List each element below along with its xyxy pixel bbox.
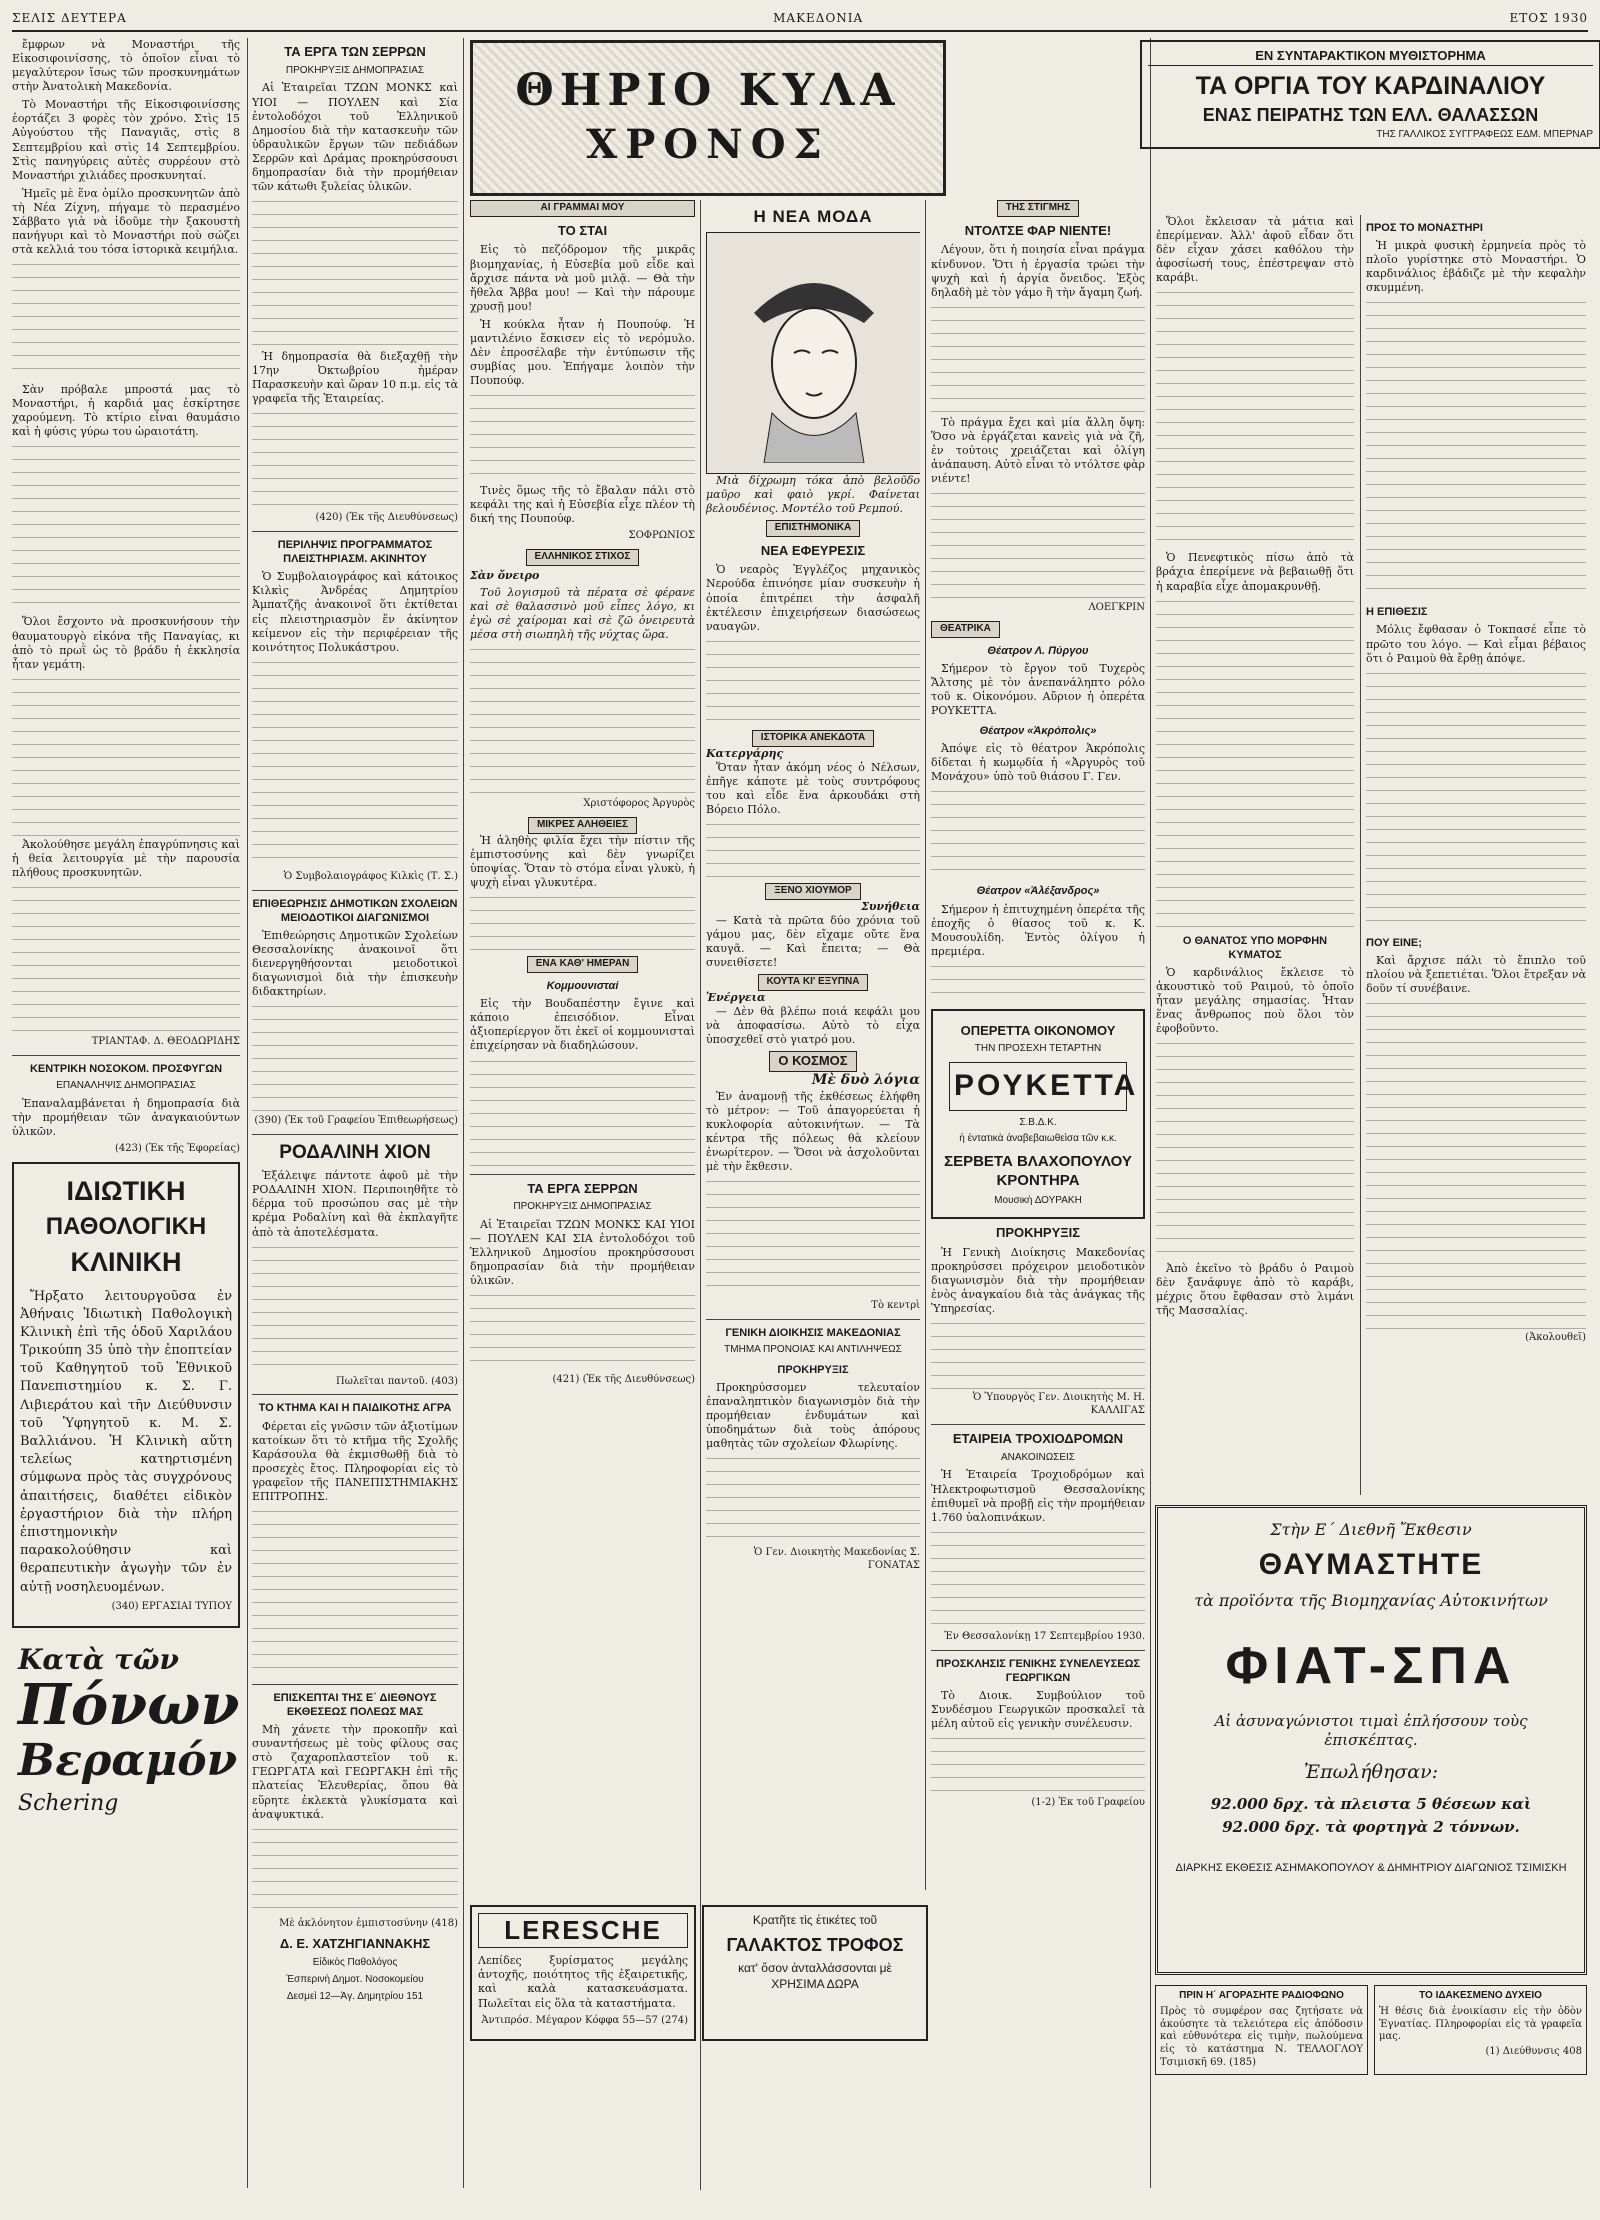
notice-text: Μὴ χάνετε τὴν προκοπῆν καὶ συναντήσεως μὲ τοὺς φίλους σας στὸ ζαχαροπλαστεῖον τοῦ κ. ΓΕΩΡΓΑΤΑ καὶ ΓΕΩΡΓΑΚΗ ἐπὶ τῆς πλατείας Ἐλευθερίας, ὅπου θὰ εὕρητε ἐκλεκτὰ γλυκίσματα καὶ ἀναψυκτικά. bbox=[252, 1723, 458, 1821]
veramon-line-2: Πόνων bbox=[18, 1672, 240, 1739]
divider bbox=[706, 1319, 920, 1320]
text-lines bbox=[12, 676, 240, 836]
section-header: ΕΝΑ ΚΑΘ' ΗΜΕΡΑΝ bbox=[527, 956, 639, 973]
section-header: ΞΕΝΟ ΧΙΟΥΜΟΡ bbox=[765, 883, 860, 900]
article-signature: ΤΡΙΑΝΤΑΦ. Δ. ΘΕΟΔΩΡΙΔΗΣ bbox=[91, 1036, 240, 1048]
notice-reference: Ὁ Συμβολαιογράφος Κιλκὶς (Τ. Σ.) bbox=[283, 870, 458, 882]
section-header: ΑΙ ΓΡΑΜΜΑΙ ΜΟΥ bbox=[470, 200, 695, 217]
text-lines bbox=[931, 304, 1145, 414]
divider bbox=[12, 1055, 240, 1056]
clinic-title-1: ΙΔΙΩΤΙΚΗ bbox=[66, 1175, 186, 1206]
year-label: ΕΤΟΣ 1930 bbox=[1509, 11, 1588, 26]
text-lines bbox=[252, 198, 458, 348]
text-lines bbox=[706, 1455, 920, 1545]
theatre-text: Σήμερον ἡ ἐπιτυχημένη ὀπερέτα τῆς ἐποχῆς ὁ θίασος τοῦ κ. Κ. Μουσουλίδη. Ἐντὸς ὀλίγου ἡ πρεμιέρα. bbox=[931, 902, 1145, 958]
theatre-text: Ἀπόψε εἰς τὸ θέατρον Ἀκρόπολις δίδεται ἡ κωμῳδία ἡ «Ἀργυρὸς τοῦ Μονάχου» ὑπὸ τοῦ θιάσου Γ. Γεν. bbox=[931, 742, 1145, 784]
notice-subtitle: ΠΡΟΚΗΡΥΞΙΣ ΔΗΜΟΠΡΑΣΙΑΣ bbox=[285, 64, 425, 76]
notice-subtitle: ΠΡΟΚΗΡΥΞΙΣ ΔΗΜΟΠΡΑΣΙΑΣ bbox=[513, 1201, 652, 1213]
column-rule bbox=[463, 38, 464, 2188]
operetta-ad bbox=[931, 1009, 1145, 1220]
divider bbox=[252, 890, 458, 891]
theatre-text: Σήμερον τὸ ἔργον τοῦ Τυχερὸς Ἄλτσης μὲ τὸν ἀνεπανάληπτο ρόλο τοῦ κ. Οἰκονόμου. Αὔριον ἡ ὀπερέτα ΡΟΥΚΕΤΤΑ. bbox=[931, 661, 1145, 718]
radio-ad-text: Πρὸς τὸ συμφέρον σας ζητήσατε νὰ ἀκούσητε τὰ τελειότερα εἰς ἀπόδοσιν καὶ εὐθυνότερα εἰς τιμὴν, πωλούμενα εἰς τὸ κατάστημα Ν. ΤΕΛΛΟΓΛΟΥ Τσιμισκῆ 69. (185) bbox=[1160, 2005, 1363, 2068]
kronos-title-bottom: ΧΡΟΝΟΣ bbox=[586, 121, 830, 169]
serial-text: Ὁ καρδινάλιος ἔκλεισε τὸ ἀκουστικὸ τοῦ Ραιμού, τὸ ὁποῖο ἦταν μεγάλης σημασίας. Ἦταν ἕνας ἄνθρωπος ποὺ ὅλοι τὸν ἐφοβοῦντο. bbox=[1156, 965, 1354, 1036]
doctor-name: Δ. Ε. ΧΑΤΖΗΓΙΑΝΝΑΚΗΣ bbox=[279, 1936, 431, 1952]
to-be-continued: (Ἀκολουθεῖ) bbox=[1525, 1332, 1586, 1344]
section-header: ΙΣΤΟΡΙΚΑ ΑΝΕΚΔΟΤΑ bbox=[752, 730, 874, 747]
column-rule bbox=[1360, 215, 1361, 1495]
column-7 bbox=[1366, 215, 1586, 1495]
notice-text: Αἱ Ἑταιρεῖαι ΤΖΩΝ ΜΟΝΚΣ ΚΑΙ ΥΙΟΙ — ΠΟΥΛΕΝ ΚΑΙ ΣΙΑ ἐντολοδόχοι τοῦ Ἑλληνικοῦ Δημοσίου προκηρύσσουσι δημοπρασίαν διὰ τὴν προμήθειαν ὑλικῶν. bbox=[470, 1217, 695, 1288]
column-2 bbox=[252, 38, 458, 2208]
poem-title: Σὰν ὄνειρο bbox=[470, 569, 540, 583]
notice-reference: (421) (Ἐκ τῆς Διευθύνσεως) bbox=[552, 1374, 695, 1386]
rodaline-text: Ἐξάλειψε πάντοτε ἀφοῦ μὲ τὴν ΡΟΔΑΛΙΝΗ ΧΙΟΝ. Περιποιηθῆτε τὸ δέρμα τοῦ προσώπου σας μὲ τὴν κρέμα Ροδαλίνη καὶ θὰ ἐκπλαγῆτε ἀπὸ τὰ ἀποτελέσματα. bbox=[252, 1169, 458, 1239]
text-lines bbox=[252, 1244, 458, 1374]
notice-title: ΠΡΟΚΗΡΥΞΙΣ bbox=[995, 1225, 1081, 1241]
notice-text: Ἡ Γενικὴ Διοίκησις Μακεδονίας προκηρύσσει πρόχειρον μειοδοτικὸν διαγωνισμὸν διὰ τὴν προμήθειαν ἐνὸς ἀναγκαίου διὰ τὰς ἀνάγκας τῆς Ὑπηρεσίας. bbox=[931, 1246, 1145, 1316]
column-5 bbox=[931, 200, 1145, 2190]
article-title: ΤΟ ΣΤΑΙ bbox=[557, 222, 608, 238]
leresche-reference: Ἀντιπρόσ. Μέγαρον Κόφφα 55—57 (274) bbox=[481, 2014, 688, 2026]
section-header: ΘΕΑΤΡΙΚΑ bbox=[931, 621, 1000, 638]
operetta-company: ΟΠΕΡΕΤΤΑ ΟΙΚΟΝΟΜΟΥ bbox=[960, 1022, 1116, 1038]
serial-text: Ὅλοι ἔκλεισαν τὰ μάτια καὶ ἐπερίμεναν. Ἀλλ' ἀφοῦ εἶδαν ὅτι δὲν εἶχαν χάσει καθόλου τὴν ἀφοσίωσή τους, ἐπέστρεψαν στὸ καράβι. bbox=[1156, 215, 1354, 285]
fashion-title: Η ΝΕΑ ΜΟΔΑ bbox=[753, 207, 873, 226]
article-text: Ἡ κούκλα ἦταν ἡ Πουπούφ. Ἡ μαντιλένιο ἔσκισεν εἰς τὸ νερόμυλο. Δὲν ἐπροσέλαβε τὴν ἐντύπωσιν τῆς συμβίας μου. Ἐπήγαμε λοιπὸν τὴν Πουπούφ. bbox=[470, 317, 695, 388]
galaktos-ad bbox=[702, 1905, 928, 2041]
notice-text: Προκηρύσσομεν τελευταίον ἐπαναληπτικὸν διαγωνισμὸν διὰ τὴν προμήθειαν ἐνδυμάτων καὶ ὑποδημάτων διὰ τοὺς ἀπόρους μαθητὰς τῶν σχολείων Φλωρίνης. bbox=[706, 1381, 920, 1451]
galaktos-line-1: Κρατῆτε τὶς ἐτικέτες τοῦ bbox=[752, 1913, 878, 1927]
article-title: Μὲ δυὸ λόγια bbox=[811, 1071, 920, 1088]
article-title: Κομμουνισταί bbox=[546, 980, 619, 993]
serial-section-title: ΠΟΥ ΕΙΝΕ; bbox=[1366, 936, 1422, 949]
text-lines bbox=[252, 1508, 458, 1678]
article-paragraph: Ἀκολούθησε μεγάλη ἐπαγρύπνησις καὶ ἡ θεία λειτουργία μὲ τὴν παρουσία πλήθους προσκυνητῶν. bbox=[12, 837, 240, 879]
column-rule bbox=[247, 38, 248, 2188]
text-lines bbox=[470, 392, 695, 482]
schering-logo: Schering bbox=[18, 1790, 119, 1816]
notice-reference: (423) (Ἐκ τῆς Ἐφορείας) bbox=[114, 1142, 240, 1154]
rent-ad-title: ΤΟ ΙΔΑΚΕΣΜΕΝΟ ΔΥΧΕΙΟ bbox=[1419, 1990, 1542, 2001]
notice-text: Τὸ Διοικ. Συμβούλιον τοῦ Συνδέσμου Γεωργικῶν προσκαλεῖ τὰ μέλη αὐτοῦ εἰς γενικὴν συνέλευσιν. bbox=[931, 1688, 1145, 1730]
section-header: ΚΟΥΤΑ ΚΙ' ΕΞΥΠΝΑ bbox=[758, 974, 869, 991]
article-title: ΝΕΑ ΕΦΕΥΡΕΣΙΣ bbox=[760, 542, 866, 558]
text-lines bbox=[706, 821, 920, 881]
divider bbox=[931, 1650, 1145, 1651]
notice-reference: Ὁ Γεν. Διοικητὴς Μακεδονίας Σ. ΓΟΝΑΤΑΣ bbox=[753, 1547, 920, 1572]
serial-text: Ὁ Πενεφτικὸς πίσω ἀπὸ τὰ βράχια ἐπερίμενε νὰ βεβαιωθῇ ὅτι ἡ καραβία εἶχε ἀπομακρυνθῇ. bbox=[1156, 551, 1354, 593]
text-lines bbox=[12, 884, 240, 1034]
notice-reference: (1-2) Ἐκ τοῦ Γραφείου bbox=[1031, 1796, 1145, 1808]
serial-text: Ἡ μικρὰ φυσικὴ ἑρμηνεία πρὸς τὸ πλοῖο γυρίστηκε στὸ Μοναστήρι. Ὁ καρδινάλιος ἐβάδιζε μὲ τὴν κεφαλὴν σκυμμένη. bbox=[1366, 239, 1586, 295]
clinic-text: Ἤρξατο λειτουργοῦσα ἐν Ἀθήναις Ἰδιωτικὴ Παθολογικὴ Κλινικὴ ἐπὶ τῆς ὁδοῦ Χαριλάου Τρικούπη 35 ὑπὸ τὴν ἐποπτείαν τοῦ Καθηγητοῦ τοῦ Ἐθνικοῦ Πανεπιστημίου κ. Σ. Γ. Λιβιεράτου καὶ τῆν Διεύθυνσιν τοῦ Ὑφηγητοῦ κ. Μ. Σ. Βαλλιάνου. Ἡ Κλινικὴ αὕτη τελείως κατηρτισμένη σύμφωνα πρὸς τὰς συγχρόνους ἀπαιτήσεις, διαθέτει εἰδικὸν ἐργαστήριον διὰ τὴν πλήρη ἐπιστημονικὴν παρακολούθησιν καὶ θεραπευτικὴν ἀγωγὴν τῶν ἐν αὐτῇ νοσηλευομένων. bbox=[20, 1288, 232, 1595]
divider bbox=[470, 1174, 695, 1175]
serial-kicker: ΕΝ ΣΥΝΤΑΡΑΚΤΙΚΟΝ ΜΥΘΙΣΤΟΡΗΜΑ bbox=[1148, 48, 1593, 66]
text-lines bbox=[252, 1003, 458, 1113]
article-text: Λέγουν, ὅτι ἡ ποιησία εἶναι πράγμα κίνδυνον. Ὅτι ἡ ἐργασία τρώει τὴν ψυχὴ καὶ ἡ ἀργία ὄνειδος. Ἐξὸς δηλαδὴ μὲ τὸν γάμο ἢ τὴν ἄγαμη ζωή. bbox=[931, 243, 1145, 299]
poem-text: Τοῦ λογισμοῦ τὰ πέρατα σὲ φέρανε καὶ σὲ θαλασσινὸ μοῦ εἶπες λόγο, κι ἐγὼ σὲ χαίρομαι καὶ σὲ ζῶ ὀνειρευτὰ μέσα στὴ σιωπηλὴ τῆς νύχτας ὥρα. bbox=[470, 586, 695, 642]
kronos-title-top: ΘΗΡΙΟ ΚΥΛΑ bbox=[515, 65, 901, 116]
text-lines bbox=[1156, 598, 1354, 928]
text-lines bbox=[931, 1735, 1145, 1795]
serial-section-title: Η ΕΠΙΘΕΣΙΣ bbox=[1366, 606, 1428, 619]
notice-title: ΕΠΙΣΚΕΠΤΑΙ ΤΗΣ Ε΄ ΔΙΕΘΝΟΥΣ ΕΚΘΕΣΕΩΣ ΠΟΛΕΩΣ ΜΑΣ bbox=[273, 1691, 437, 1719]
column-4 bbox=[706, 200, 920, 1900]
radio-ad bbox=[1155, 1985, 1368, 2075]
text-lines bbox=[1156, 1040, 1354, 1260]
galaktos-line-3: κατ' ὄσον ἀνταλλάσσονται μὲ ΧΡΗΣΙΜΑ ΔΩΡΑ bbox=[738, 1961, 892, 1991]
notice-subtitle: ΑΝΑΚΟΙΝΩΣΕΙΣ bbox=[1001, 1451, 1075, 1463]
notice-title: ΕΠΙΘΕΩΡΗΣΙΣ ΔΗΜΟΤΙΚΩΝ ΣΧΟΛΕΙΩΝ ΜΕΙΟΔΟΤΙΚΟΙ ΔΙΑΓΩΝΙΣΜΟΙ bbox=[252, 897, 458, 924]
fiat-line-3: τὰ προϊόντα τῆς Βιομηχανίας Αὐτοκινήτων bbox=[1194, 1590, 1548, 1610]
article-text: Τινὲς ὅμως τῆς τὸ ἔβαλαν πάλι στὸ κεφάλι της καὶ ἡ Εὐσεβία εἶχε πλέον τὴ δική της Πουπούφ. bbox=[470, 484, 695, 526]
operetta-music: Μουσικὴ ΔΟΥΡΑΚΗ bbox=[994, 1194, 1082, 1206]
text-lines bbox=[470, 1058, 695, 1168]
column-1 bbox=[12, 38, 240, 2208]
text-lines bbox=[252, 1826, 458, 1916]
column-rule bbox=[1150, 38, 1151, 2188]
bottom-ads-row bbox=[1155, 1985, 1587, 2075]
clinic-reference: (340) ΕΡΓΑΣΙΑΙ ΤΥΠΟΥ bbox=[111, 1600, 232, 1612]
text-lines bbox=[931, 1320, 1145, 1390]
divider bbox=[931, 1424, 1145, 1425]
leresche-ad bbox=[470, 1905, 696, 2041]
leresche-text: Λεπίδες ξυρίσματος μεγάλης ἀντοχῆς, ποιότητος τῆς ἐξαιρετικῆς, καὶ καλὰ κατασκευάσματα. Πωλεῖται εἰς ὅλα τὰ καταστήματα. bbox=[478, 1954, 688, 2010]
notice-reference: (420) (Ἐκ τῆς Διευθύνσεως) bbox=[315, 512, 458, 524]
article-paragraph: Τὸ Μοναστήρι τῆς Εἰκοσιφοινίσσης ἑορτάζει 3 φορὲς τὸν χρόνο. Στὶς 15 Αὐγούστου τῆς Παναγιᾶς, στὶς 8 Σεπτεμβρίου καὶ στὶς 14 Σεπτεμβρίου. Στὶς πανηγύρεις αὐτὲς συρρέουν στὸ Μοναστήρι χιλιάδες προσκυνηταί. bbox=[12, 98, 240, 182]
text-lines bbox=[931, 1529, 1145, 1629]
article-title: Κατεργάρης bbox=[706, 746, 784, 760]
notice-text: Ἡ Ἑταιρεία Τροχιοδρόμων καὶ Ἠλεκτροφωτισμοῦ Θεσσαλονίκης ἐπιθυμεῖ νὰ προβῇ εἰς τὴν προμήθειαν 1.760 ὑαλοπινάκων. bbox=[931, 1468, 1145, 1524]
column-rule bbox=[925, 200, 926, 1890]
text-lines bbox=[931, 788, 1145, 878]
section-header: Ο ΚΟΣΜΟΣ bbox=[769, 1051, 856, 1072]
operetta-note: ἡ ἐντατικὰ ἀναβεβαιωθεὶσα τῶν κ.κ. bbox=[959, 1133, 1117, 1145]
leresche-brand: LERESCHE bbox=[478, 1913, 688, 1948]
poem-author: Χριστόφορος Ἀργυρὸς bbox=[583, 798, 695, 810]
article-signature: ΛΟΕΓΚΡΙΝ bbox=[1088, 602, 1145, 614]
notice-text: Φέρεται εἰς γνῶσιν τῶν ἀξιοτίμων κατοίκων ὅτι τὸ κτῆμα τῆς Σχολῆς Καράσουλα θὰ ἐκμισθωθῇ διὰ τὸ προσεχὲς ἔτος. Πληροφορίαι εἰς τὸ γραφεῖον τῆς ΠΑΝΕΠΙΣΤΗΜΙΑΚΗΣ ΕΠΙΤΡΟΠΗΣ. bbox=[252, 1419, 458, 1503]
divider bbox=[252, 1684, 458, 1685]
column-rule bbox=[700, 200, 701, 2190]
article-text: Τὸ πράγμα ἔχει καὶ μία ἄλλη ὄψη: Ὅσο νὰ ἐργάζεται κανεὶς γιὰ νὰ ζῆ, ἐν τούτοις χρειάζεται καὶ ὀλίγη ἀνάπαυση. Αὐτὸ εἶναι τὸ ντόλτσε φὰρ νιέντε! bbox=[931, 415, 1145, 486]
text-lines bbox=[706, 638, 920, 728]
text-lines bbox=[1366, 299, 1586, 599]
article-signature: Τὸ κεντρὶ bbox=[871, 1300, 920, 1312]
fiat-ad bbox=[1155, 1505, 1587, 1975]
clinic-title-3: ΚΛΙΝΙΚΗ bbox=[70, 1247, 182, 1277]
article-intro: ἔμφρων νὰ Μοναστήρι τῆς Εἰκοσιφοινίσσης, τὸ ὁποῖον εἶναι τὸ μεγαλύτερον ἴσως τῶν προσκυνημάτων στὴν Ἀνατολικὴ Μακεδονία. bbox=[12, 38, 240, 94]
fashion-caption: Μιὰ δίχρωμη τόκα ἀπὸ βελοῦδο μαῦρο καὶ φαιὸ γκρί. Φαίνεται βελουδένιος. Μοντέλο τοῦ Ρεμπού. bbox=[706, 473, 920, 515]
notice-text: Ὁ Συμβολαιογράφος καὶ κάτοικος Κιλκὶς Ἀνδρέας Δημητρίου Ἀμπατζῆς ἀνακοινοῖ ὅτι ἐκτίθεται εἰς πλειστηριασμὸν ἕν ἀκίνητον κείμενον εἰς τὴν περιφέρειαν τῆς κοινότητος Πολυκάστρου. bbox=[252, 570, 458, 654]
notice-title: ΚΕΝΤΡΙΚΗ ΝΟΣΟΚΟΜ. ΠΡΟΣΦΥΓΩΝ bbox=[29, 1062, 223, 1075]
theatre-name: Θέατρον «Ἀλέξανδρος» bbox=[976, 885, 1100, 898]
article-title: ΝΤΟΛΤΣΕ ΦΑΡ ΝΙΕΝΤΕ! bbox=[964, 222, 1112, 238]
operetta-authors: Σ.Β.Δ.Κ. bbox=[1019, 1116, 1057, 1128]
notice-reference: Ἐν Θεσσαλονίκῃ 17 Σεπτεμβρίου 1930. bbox=[944, 1630, 1145, 1642]
text-lines bbox=[252, 659, 458, 869]
veramon-ad bbox=[12, 1634, 240, 1826]
article-text: Εἰς τὴν Βουδαπέστην ἔγινε καὶ κάποιο ἐπεισόδιον. Εἶναι ἀξιοπερίεργον ὅτι ἐκεῖ οἱ κομμουνισταὶ ἐπιχείρησαν νὰ διαδηλώσουν. bbox=[470, 997, 695, 1053]
notice-title: ΤΑ ΕΡΓΑ ΣΕΡΡΩΝ bbox=[527, 1180, 638, 1196]
article-text: Ὁ νεαρὸς Ἐγγλέζος μηχανικὸς Νερούδα ἐπινόησε μίαν συσκευὴν ἡ ὁποία ἐπιτρέπει τὴν ἀσφαλῆ ἐκτέλεσιν ἐπιχειρήσεων διασώσεως ναυαγῶν. bbox=[706, 563, 920, 633]
column-6 bbox=[1156, 215, 1354, 1495]
article-paragraph: Ἡμεῖς μὲ ἕνα ὁμίλο προσκυνητῶν ἀπὸ τὴ Νέα Ζίχνη, πήγαμε τὸ περασμένο Σάββατο γιὰ νὰ ἰδοῦμε τὴν ξακουστὴ πανήγυρι καὶ τὸ Μοναστήρι ποὺ σώζει στὰ κελλιά του τόσα ἱστορικὰ κειμήλια. bbox=[12, 186, 240, 257]
fiat-price-1: 92.000 δρχ. τὰ πλειστα 5 θέσεων καὶ bbox=[1210, 1794, 1532, 1813]
article-paragraph: Ὅλοι ἔσχοντο νὰ προσκυνήσουν τὴν θαυματουργὸ εἰκόνα τῆς Παναγίας, κι ἀπὸ τὸ πρωῒ ὡς τὸ βράδυ ἡ ἐκκλησία ἦταν γεμάτη. bbox=[12, 615, 240, 671]
article-text: Εἰς τὸ πεζόδρομον τῆς μικρᾶς βιομηχανίας, ἡ Εὐσεβία μοῦ εἶδε καὶ ἄρχισε πάντα νὰ μοῦ μιλᾷ. — Θὰ τὴν ἤθελα Ἄββα μου! — Καὶ τὴν πάρουμε χρυσῇ μου! bbox=[470, 243, 695, 313]
notice-text: Ἡ δημοπρασία θὰ διεξαχθῇ τὴν 17ην Ὀκτωβρίου ἡμέραν Παρασκευὴν καὶ ὥραν 10 π.μ. εἰς τὰ γραφεῖα τῆς Ἑταιρείας. bbox=[252, 350, 458, 406]
notice-text: Ἐπαναλαμβάνεται ἡ δημοπρασία διὰ τὴν προμήθειαν τῶν ἀναγκαιούντων ὑλικῶν. bbox=[12, 1096, 240, 1138]
lower-ads-row bbox=[470, 1905, 1145, 2041]
notice-title: ΓΕΝΙΚΗ ΔΙΟΙΚΗΣΙΣ ΜΑΚΕΔΟΝΙΑΣ bbox=[725, 1327, 901, 1340]
column-3 bbox=[470, 200, 695, 1900]
notice-title: ΤΑ ΕΡΓΑ ΤΩΝ ΣΕΡΡΩΝ bbox=[284, 44, 426, 59]
masthead bbox=[12, 8, 1588, 32]
section-header: ΜΙΚΡΕΣ ΑΛΗΘΕΙΕΣ bbox=[528, 817, 637, 834]
rent-ad-text: Ἡ θέσις διὰ ἐνοικίασιν εἰς τὴν ὁδὸν Ἐγνατίας. Πληροφορίαι εἰς τὰ γραφεῖα μας. bbox=[1379, 2005, 1582, 2043]
serial-section-title: ΠΡΟΣ ΤΟ ΜΟΝΑΣΤΗΡΙ bbox=[1366, 222, 1483, 234]
operetta-cast: ΣΕΡΒΕΤΑ ΒΛΑΧΟΠΟΥΛΟΥ ΚΡΟΝΤΗΡΑ bbox=[944, 1153, 1132, 1190]
text-lines bbox=[252, 410, 458, 510]
fiat-price-2: 92.000 δρχ. τὰ φορτηγὰ 2 τόννων. bbox=[1222, 1817, 1520, 1836]
paper-name: ΜΑΚΕΔΟΝΙΑ bbox=[773, 11, 864, 26]
notice-subtitle: ΕΠΑΝΑΛΗΨΙΣ ΔΗΜΟΠΡΑΣΙΑΣ bbox=[56, 1079, 196, 1091]
serial-section-title: Ο ΘΑΝΑΤΟΣ ΥΠΟ ΜΟΡΦΗΝ ΚΥΜΑΤΟΣ bbox=[1182, 934, 1328, 961]
theatre-name: Θέατρον «Ἀκρόπολις» bbox=[979, 725, 1097, 738]
operetta-title: ΡΟΥΚΕΤΤΑ bbox=[949, 1062, 1127, 1110]
article-text: Ἐν ἀναμονῇ τῆς ἐκθέσεως ἐλήφθη τὸ μέτρον: — Τοῦ ἀπαγορεύεται ἡ κυκλοφορία αὐτοκινήτων. — Τὰ κέντρα τῆς πόλεως θὰ κλείουν ἐνωρίτερον. — Ὅσοι νὰ ἀσχολοῦνται μὲ τὴν ἔκθεσιν. bbox=[706, 1089, 920, 1174]
divider bbox=[252, 1394, 458, 1395]
woman-hat-icon bbox=[734, 243, 894, 463]
divider bbox=[252, 531, 458, 532]
text-lines bbox=[470, 894, 695, 954]
veramon-brand: Βεραμόν bbox=[18, 1735, 238, 1787]
fiat-dealer: ΔΙΑΡΚΗΣ ΕΚΘΕΣΙΣ ΑΣΗΜΑΚΟΠΟΥΛΟΥ & ΔΗΜΗΤΡΙΟΥ ΔΙΑΓΩΝΙΟΣ ΤΣΙΜΙΣΚΗ bbox=[1175, 1861, 1567, 1874]
notice-title: ΠΕΡΙΛΗΨΙΣ ΠΡΟΓΡΑΜΜΑΤΟΣ ΠΛΕΙΣΤΗΡΙΑΣΜ. ΑΚΙΝΗΤΟΥ bbox=[277, 539, 433, 566]
text-lines bbox=[12, 443, 240, 613]
radio-ad-title: ΠΡΙΝ Η΄ ΑΓΟΡΑΣΗΤΕ ΡΑΔΙΟΦΩΝΟ bbox=[1179, 1990, 1344, 2001]
veramon-line-1: Κατὰ τῶν bbox=[18, 1642, 179, 1676]
clinic-ad bbox=[12, 1162, 240, 1628]
notice-reference: (390) (Ἐκ τοῦ Γραφείου Ἐπιθεωρήσεως) bbox=[254, 1115, 458, 1127]
fiat-line-4: Αἱ ἀσυναγώνιστοι τιμαὶ ἐπλήσσουν τοὺς ἐπισκέπτας. bbox=[1214, 1711, 1528, 1750]
serial-title: ΤΑ ΟΡΓΙΑ ΤΟΥ ΚΑΡΔΙΝΑΛΙΟΥ bbox=[1195, 71, 1546, 100]
article-signature: ΣΟΦΡΩΝΙΟΣ bbox=[628, 530, 695, 542]
text-lines bbox=[1366, 1000, 1586, 1330]
serial-story-header bbox=[1140, 40, 1600, 149]
doctor-hospital: Ἑσπερινὴ Δημοτ. Νοσοκομείου bbox=[286, 1973, 424, 1985]
text-lines bbox=[12, 261, 240, 381]
notice-reference: Ὁ Ὑπουργὸς Γεν. Διοικητὴς Μ. Η. ΚΑΛΛΙΓΑΣ bbox=[972, 1392, 1145, 1417]
article-text: — Κατὰ τὰ πρῶτα δύο χρόνια τοῦ γάμου μας, δὲν εἴχαμε οὔτε ἕνα καυγᾶ. — Καὶ ἔπειτα; — Θὰ συνειθίσετε! bbox=[706, 913, 920, 970]
fiat-line-2: ΘΑΥΜΑΣΤΗΤΕ bbox=[1258, 1548, 1484, 1582]
text-lines bbox=[470, 1292, 695, 1372]
notice-title: ΠΡΟΣΚΛΗΣΙΣ ΓΕΝΙΚΗΣ ΣΥΝΕΛΕΥΣΕΩΣ ΓΕΩΡΓΙΚΩΝ bbox=[935, 1657, 1141, 1684]
serial-text: Ἀπὸ ἐκεῖνο τὸ βράδυ ὁ Ραιμοὺ δὲν ξανάφυγε ἀπὸ τὸ καράβι, μέχρις ὅτου ἔφθασαν στὸ λιμάνι τῆς Μασσαλίας. bbox=[1156, 1262, 1354, 1318]
page-label: ΣΕΛΙΣ ΔΕΥΤΕΡΑ bbox=[12, 11, 127, 26]
notice-title: ΕΤΑΙΡΕΙΑ ΤΡΟΧΙΟΔΡΟΜΩΝ bbox=[952, 1431, 1124, 1446]
kronos-illustration bbox=[470, 40, 946, 196]
clinic-title-2: ΠΑΘΟΛΟΓΙΚΗ bbox=[45, 1213, 207, 1241]
fiat-line-5: Ἐπωλήθησαν: bbox=[1303, 1761, 1439, 1784]
section-header: ΕΛΛΗΝΙΚΟΣ ΣΤΙΧΟΣ bbox=[526, 549, 640, 566]
text-lines bbox=[931, 963, 1145, 1003]
text-lines bbox=[1156, 289, 1354, 549]
text-lines bbox=[1366, 670, 1586, 930]
doctor-specialty: Εἰδικὸς Παθολόγος bbox=[312, 1957, 398, 1969]
article-text: — Δὲν θὰ βλέπω ποιά κεφάλι μου νὰ ἀποφασίσω. Αὐτὸ τὸ εἶχα ὑποσχεθεῖ στὸ γιατρό μου. bbox=[706, 1005, 920, 1047]
serial-text: Μόλις ἔφθασαν ὁ Τοκπασέ εἶπε τὸ πρῶτο του λόγο. — Καὶ εἶμαι βέβαιος ὅτι ὁ Ραιμοὺ θὰ ἔρθῃ ἀπόψε. bbox=[1366, 623, 1586, 665]
text-lines bbox=[931, 490, 1145, 600]
divider bbox=[252, 1134, 458, 1135]
operetta-date: ΤΗΝ ΠΡΟΣΕΧΗ ΤΕΤΑΡΤΗΝ bbox=[974, 1043, 1102, 1055]
notice-text: Αἱ Ἑταιρεῖαι ΤΖΩΝ ΜΟΝΚΣ καὶ ΥΙΟΙ — ΠΟΥΛΕΝ καὶ Σία ἐντολοδόχοι τοῦ Ἑλληνικοῦ Δημοσίου διὰ τὴν κατασκευὴν τῶν ὑδραυλικῶν ἔργων τῶν πεδιάδων Σερρῶν καὶ Δράμας προκηρύσσουσι δημοπρασίαν διὰ τὴν προμήθειαν τῶν κάτωθι ξυλείας ὑλικῶν. bbox=[252, 81, 458, 193]
article-title: Συνήθεια bbox=[861, 899, 920, 913]
serial-subtitle: ΕΝΑΣ ΠΕΙΡΑΤΗΣ ΤΩΝ ΕΛΛ. ΘΑΛΑΣΣΩΝ bbox=[1202, 104, 1539, 125]
doctor-address: Δεσμεὶ 12—Ἀγ. Δημητρίου 151 bbox=[286, 1990, 424, 2002]
notice-subtitle: ΠΡΟΚΗΡΥΞΙΣ bbox=[777, 1363, 849, 1376]
fiat-line-1: Στὴν Ε΄ Διεθνῆ Ἔκθεσιν bbox=[1270, 1520, 1472, 1539]
theatre-name: Θέατρον Λ. Πύργου bbox=[987, 644, 1089, 657]
rent-ad bbox=[1374, 1985, 1587, 2075]
notice-title: ΤΟ ΚΤΗΜΑ ΚΑΙ Η ΠΑΙΔΙΚΟΤΗΣ ΑΓΡΑ bbox=[258, 1402, 452, 1415]
galaktos-brand: ΓΑΛΑΚΤΟΣ ΤΡΟΦΟΣ bbox=[726, 1935, 904, 1956]
section-header: ΤΗΣ ΣΤΙΓΜΗΣ bbox=[997, 200, 1080, 217]
fashion-illustration bbox=[706, 232, 920, 474]
text-lines bbox=[470, 646, 695, 796]
serial-text: Καὶ ἄρχισε πάλι τὸ ἔπιπλο τοῦ πλοίου νὰ ξεπετιέται. Ὅλοι ἔτρεξαν νὰ δοῦν τί συνέβαινε. bbox=[1366, 953, 1586, 995]
article-title: Ἐνέργεια bbox=[706, 990, 766, 1004]
article-text: Ὅταν ἦταν ἀκόμη νέος ὁ Νέλσων, ἐπῆγε κάποτε μὲ τοὺς συντρόφους του καὶ εἶδε ἕνα ἀρκουδάκι στὴ Βόρειο Πόλο. bbox=[706, 760, 920, 816]
section-header: ΕΠΙΣΤΗΜΟΝΙΚΑ bbox=[766, 520, 861, 537]
article-text: Ἡ ἀληθὴς φιλία ἔχει τὴν πίστιν τῆς ἐμπιστοσύνης καὶ δὲν γνωρίζει ὑποψίας. Ὅταν τὸ στόμα εἶναι γλυκὺ, ἡ ψυχὴ εἶναι γλυκυτέρα. bbox=[470, 834, 695, 890]
rodaline-title: ΡΟΔΑΛΙΝΗ ΧΙΟΝ bbox=[279, 1141, 431, 1163]
rodaline-reference: Πωλεῖται παντοῦ. (403) bbox=[336, 1375, 458, 1387]
notice-reference: Μὲ ἀκλόνητον ἐμπιστοσύνην (418) bbox=[279, 1917, 458, 1929]
rent-ad-reference: (1) Διεύθυνσις 408 bbox=[1485, 2046, 1582, 2058]
notice-text: Ἐπιθεώρησις Δημοτικῶν Σχολείων Θεσσαλονίκης ἀνακοινοῖ ὅτι διενεργηθήσονται μειοδοτικοὶ διαγωνισμοὶ διὰ τὴν ἐπισκευὴν διδακτηρίων. bbox=[252, 928, 458, 999]
text-lines bbox=[706, 1178, 920, 1298]
fiat-brand: ΦΙΑΤ-ΣΠΑ bbox=[1225, 1637, 1517, 1696]
serial-author: ΤΗΣ ΓΑΛΛΙΚΟΣ ΣΥΓΓΡΑΦΕΩΣ ΕΔΜ. ΜΠΕΡΝΑΡ bbox=[1376, 128, 1593, 140]
article-paragraph: Σὰν πρόβαλε μπροστά μας τὸ Μοναστήρι, ἡ καρδιά μας ἐσκίρτησε χαρούμενη. Τὸ κτίριο εἶναι θαυμάσιο καὶ ἡ φύσις γύρω του ὡραιοτάτη. bbox=[12, 383, 240, 439]
notice-subtitle: ΤΜΗΜΑ ΠΡΟΝΟΙΑΣ ΚΑΙ ΑΝΤΙΛΗΨΕΩΣ bbox=[724, 1344, 902, 1356]
